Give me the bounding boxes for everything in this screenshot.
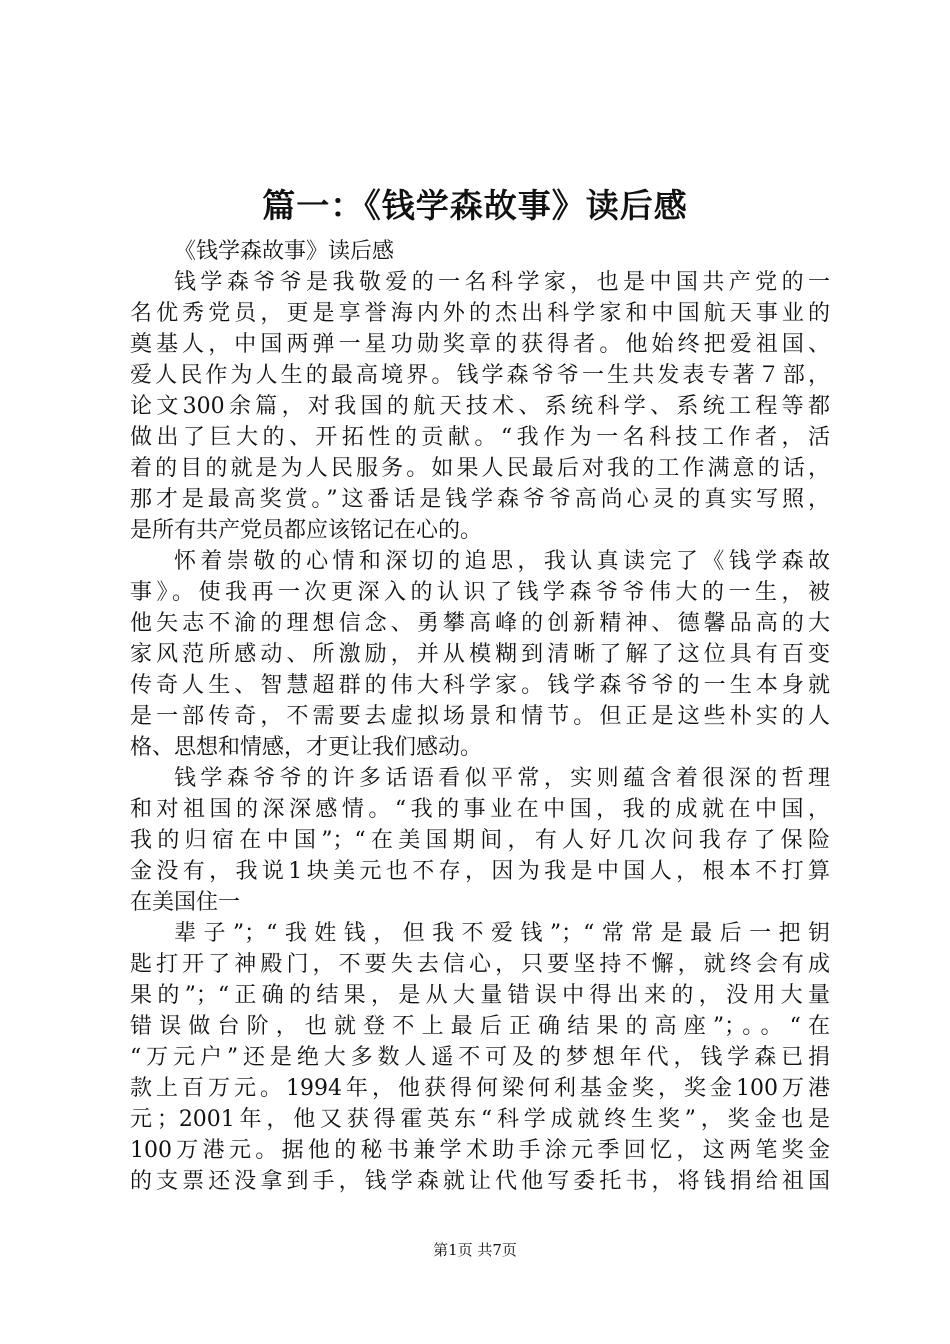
text-line: 是一部传奇，不需要去虚拟场景和情节。但正是这些朴实的人 bbox=[130, 704, 830, 729]
text-line: 格、思想和情感，才更让我们感动。 bbox=[130, 735, 483, 760]
text-line: 果的”；“正确的结果，是从大量错误中得出来的，没用大量 bbox=[130, 983, 830, 1008]
text-line: 匙打开了神殿门，不要失去信心，只要坚持不懈，就终会有成 bbox=[130, 952, 830, 977]
text-line: 金没有，我说1块美元也不存，因为我是中国人，根本不打算 bbox=[130, 859, 830, 884]
text-line: 《钱学森故事》读后感 bbox=[174, 239, 395, 264]
page-number-footer: 第1页 共7页 bbox=[433, 1241, 517, 1259]
text-line: 和对祖国的深深感情。“我的事业在中国，我的成就在中国， bbox=[130, 797, 830, 822]
text-line: 100万港元。据他的秘书兼学术助手涂元季回忆，这两笔奖金 bbox=[130, 1138, 830, 1163]
text-line: 元；2001年，他又获得霍英东“科学成就终生奖”，奖金也是 bbox=[130, 1107, 830, 1132]
text-line: 钱学森爷爷是我敬爱的一名科学家，也是中国共产党的一 bbox=[174, 270, 830, 295]
text-line: 名优秀党员，更是享誉海内外的杰出科学家和中国航天事业的 bbox=[130, 301, 830, 326]
text-line: 款上百万元。1994年，他获得何梁何利基金奖，奖金100万港 bbox=[130, 1076, 830, 1101]
text-line: 是所有共产党员都应该铭记在心的。 bbox=[130, 518, 483, 543]
text-line: 做出了巨大的、开拓性的贡献。“我作为一名科技工作者，活 bbox=[130, 425, 830, 450]
text-line: 奠基人，中国两弹一星功勋奖章的获得者。他始终把爱祖国、 bbox=[130, 332, 830, 357]
text-line: “万元户”还是绝大多数人遥不可及的梦想年代，钱学森已捐 bbox=[130, 1045, 830, 1070]
text-line: 我的归宿在中国”；“在美国期间，有人好几次问我存了保险 bbox=[130, 828, 830, 853]
text-line: 事》。使我再一次更深入的认识了钱学森爷爷伟大的一生，被 bbox=[130, 580, 830, 605]
text-line: 辈子”；“我姓钱，但我不爱钱”；“常常是最后一把钥 bbox=[174, 921, 830, 946]
document-body bbox=[130, 236, 830, 1197]
text-line: 传奇人生、智慧超群的伟大科学家。钱学森爷爷的一生本身就 bbox=[130, 673, 830, 698]
text-line: 家风范所感动、所激励，并从模糊到清晰了解了这位具有百变 bbox=[130, 642, 830, 667]
text-line: 爱人民作为人生的最高境界。钱学森爷爷一生共发表专著７部， bbox=[130, 363, 830, 388]
text-line: 那才是最高奖赏。”这番话是钱学森爷爷高尚心灵的真实写照， bbox=[130, 487, 830, 512]
text-line: 着的目的就是为人民服务。如果人民最后对我的工作满意的话， bbox=[130, 456, 830, 481]
document-title: 篇一：《钱学森故事》读后感 bbox=[262, 186, 688, 225]
text-line: 在美国住一 bbox=[130, 890, 241, 915]
text-line: 怀着崇敬的心情和深切的追思，我认真读完了《钱学森故 bbox=[174, 549, 830, 574]
text-line: 他矢志不渝的理想信念、勇攀高峰的创新精神、德馨品高的大 bbox=[130, 611, 830, 636]
text-line: 钱学森爷爷的许多话语看似平常，实则蕴含着很深的哲理 bbox=[174, 766, 830, 791]
text-line: 的支票还没拿到手，钱学森就让代他写委托书，将钱捐给祖国 bbox=[130, 1169, 830, 1194]
text-line: 论文300余篇，对我国的航天技术、系统科学、系统工程等都 bbox=[130, 394, 830, 419]
text-line: 错误做台阶，也就登不上最后正确结果的高座”；。。“在 bbox=[130, 1014, 830, 1039]
